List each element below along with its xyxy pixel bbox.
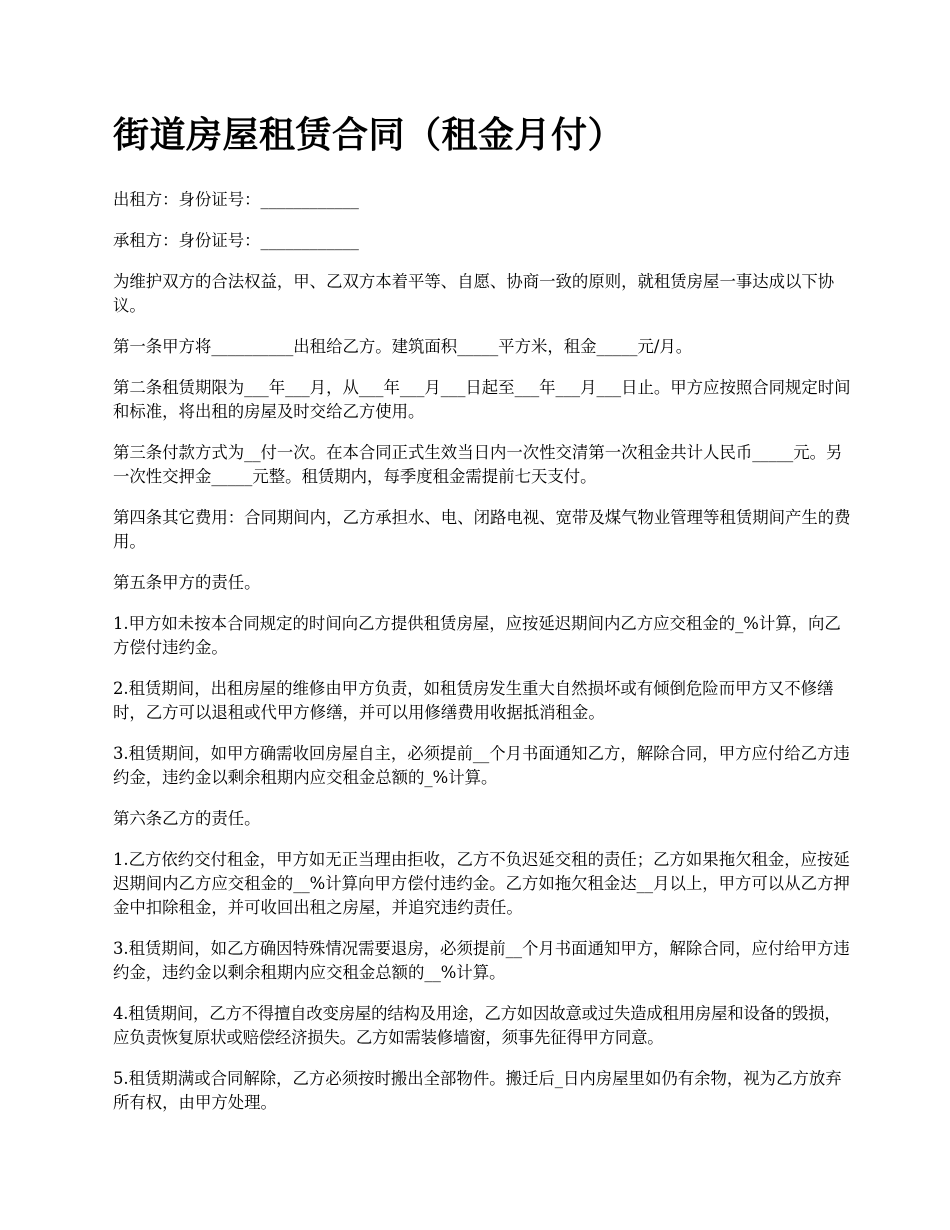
article-5-clause-2: 2.租赁期间，出租房屋的维修由甲方负责，如租赁房发生重大自然损坏或有倾倒危险而甲方又不修缮时，乙方可以退租或代甲方修缮，并可以用修缮费用收据抵消租金。 — [113, 679, 834, 722]
lessee-line: 承租方：身份证号：____________ — [113, 231, 359, 250]
article-1-paragraph: 第一条甲方将__________出租给乙方。建筑面积_____平方米，租金_____元/月。 — [113, 337, 693, 356]
article-3-paragraph: 第三条付款方式为__付一次。在本合同正式生效当日内一次性交清第一次租金共计人民币_____元。另一次性交押金_____元整。租赁期内，每季度租金需提前七天支付。 — [113, 443, 843, 486]
lessor-line: 出租方：身份证号：____________ — [113, 190, 359, 209]
article-5-clause-3: 3.租赁期间，如甲方确需收回房屋自主，必须提前__个月书面通知乙方，解除合同，甲方应付给乙方违约金，违约金以剩余租期内应交租金总额的_%计算。 — [113, 744, 850, 787]
article-2-paragraph: 第二条租赁期限为___年___月，从___年___月___日起至___年___月___日止。甲方应按照合同规定时间和标准，将出租的房屋及时交给乙方使用。 — [113, 378, 851, 421]
article-6-clause-3: 3.租赁期间，如乙方确因特殊情况需要退房，必须提前__个月书面通知甲方，解除合同，应付给甲方违约金，违约金以剩余租期内应交租金总额的__%计算。 — [113, 939, 850, 982]
article-6-heading: 第六条乙方的责任。 — [113, 809, 261, 828]
article-6-clause-1: 1.乙方依约交付租金，甲方如无正当理由拒收，乙方不负迟延交租的责任；乙方如果拖欠租金，应按延迟期间内乙方应交租金的__%计算向甲方偿付违约金。乙方如拖欠租金达__月以上，甲方可以从乙方押金中扣除租金，并可收回出租之房屋，并追究违约责任。 — [113, 850, 850, 917]
document-title: 街道房屋租赁合同（租金月付） — [113, 115, 625, 156]
article-5-heading: 第五条甲方的责任。 — [113, 573, 261, 592]
article-6-clause-4: 4.租赁期间，乙方不得擅自改变房屋的结构及用途，乙方如因故意或过失造成租用房屋和设备的毁损，应负责恢复原状或赔偿经济损失。乙方如需装修墙窗，须事先征得甲方同意。 — [113, 1004, 841, 1047]
article-6-clause-5: 5.租赁期满或合同解除，乙方必须按时搬出全部物件。搬迁后_日内房屋里如仍有余物，视为乙方放弃所有权，由甲方处理。 — [113, 1069, 842, 1112]
article-5-clause-1: 1.甲方如未按本合同规定的时间向乙方提供租赁房屋，应按延迟期间内乙方应交租金的_%计算，向乙方偿付违约金。 — [113, 614, 841, 657]
preamble-paragraph: 为维护双方的合法权益，甲、乙双方本着平等、自愿、协商一致的原则，就租赁房屋一事达成以下协议。 — [113, 272, 835, 315]
article-4-paragraph: 第四条其它费用：合同期间内，乙方承担水、电、闭路电视、宽带及煤气物业管理等租赁期间产生的费用。 — [113, 508, 851, 551]
